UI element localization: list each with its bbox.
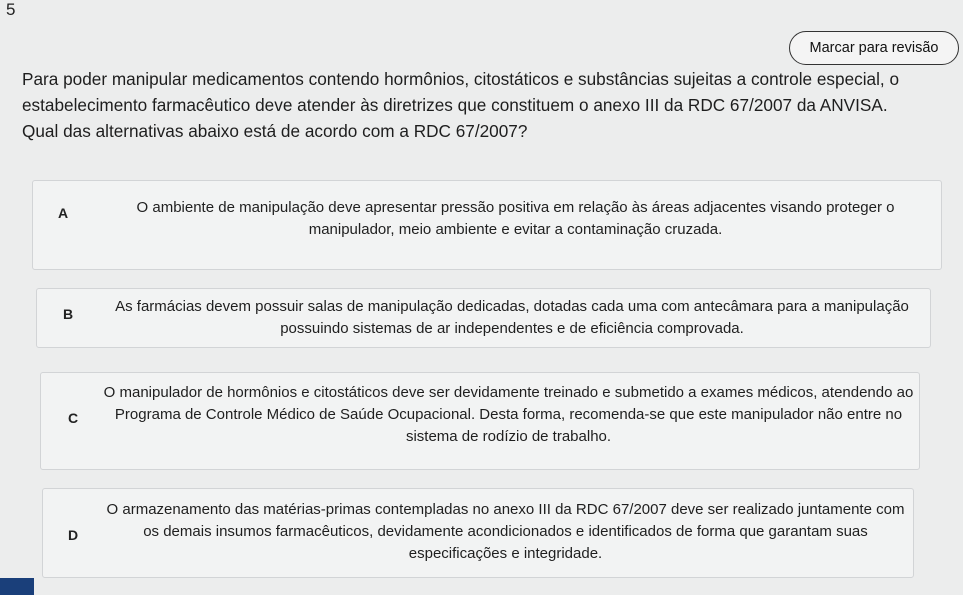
option-letter: D bbox=[68, 527, 79, 543]
option-letter: B bbox=[63, 306, 74, 322]
question-number: 5 bbox=[6, 0, 16, 19]
option-b[interactable] bbox=[36, 288, 931, 348]
option-text: As farmácias devem possuir salas de manipulação dedicadas, dotadas cada uma com antecâmara para a manipulação possuindo sistemas de ar independentes e de eficiência comprovada. bbox=[115, 298, 909, 337]
option-d[interactable] bbox=[42, 488, 914, 578]
mark-for-review-button[interactable]: Marcar para revisão bbox=[789, 31, 959, 65]
taskbar-corner bbox=[0, 578, 34, 595]
option-letter: C bbox=[68, 410, 79, 426]
option-text: O manipulador de hormônios e citostáticos deve ser devidamente treinado e submetido a exames médicos, atendendo ao Programa de Controle Médico de Saúde Ocupacional. Desta forma, recomenda-se que este manipulador não entre no sistema de rodízio de trabalho. bbox=[103, 384, 914, 445]
option-c[interactable] bbox=[40, 372, 920, 470]
option-text: O ambiente de manipulação deve apresentar pressão positiva em relação às áreas adjacentes visando proteger o manipulador, meio ambiente e evitar a contaminação cruzada. bbox=[136, 199, 895, 238]
option-a[interactable] bbox=[32, 180, 942, 270]
option-letter: A bbox=[58, 205, 69, 221]
question-text: Para poder manipular medicamentos contendo hormônios, citostáticos e substâncias sujeitas a controle especial, o estabelecimento farmacêutico deve atender às diretrizes que constituem o anexo III da RDC 67/2007 da ANVISA. Qual das alternativas abaixo está de acordo com a RDC 67/2007? bbox=[22, 69, 900, 141]
option-text: O armazenamento das matérias-primas contempladas no anexo III da RDC 67/2007 deve ser realizado juntamente com os demais insumos farmacêuticos, devidamente acondicionados e identificados de forma que garantam suas especificações e integridade. bbox=[106, 501, 905, 562]
